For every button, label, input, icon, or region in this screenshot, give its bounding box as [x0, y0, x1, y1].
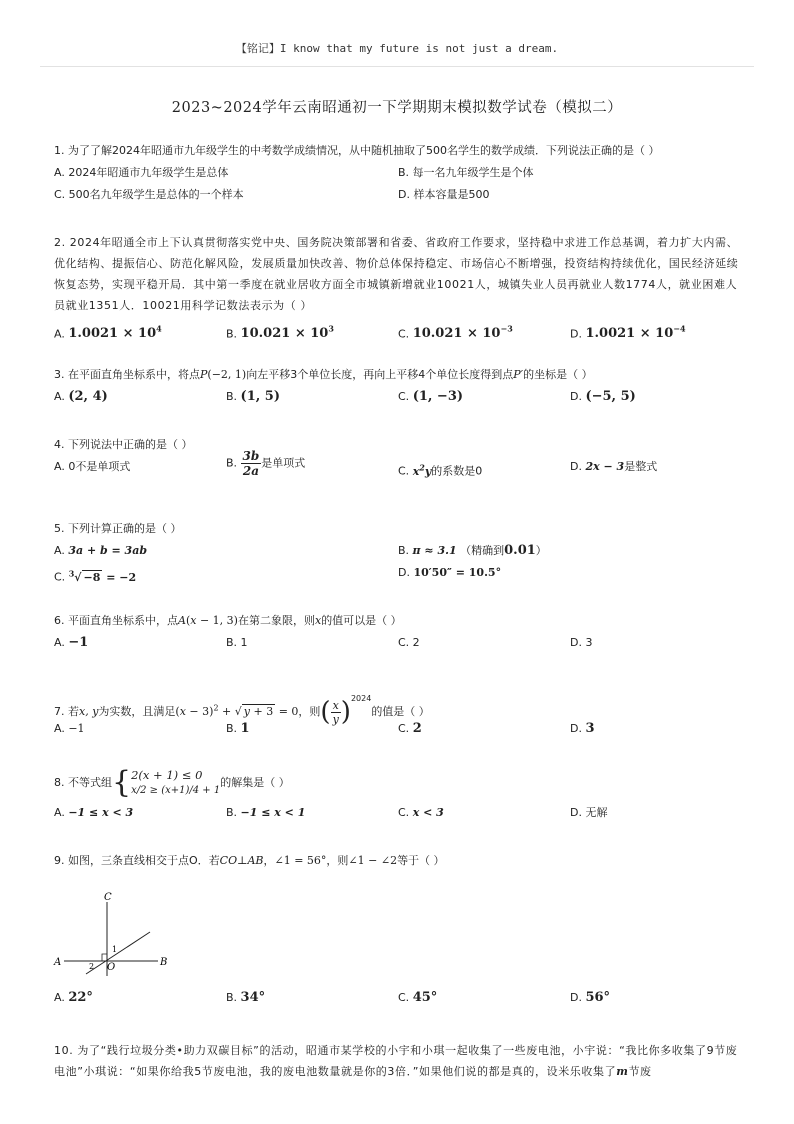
- page-title: 2023~2024学年云南昭通初一下学期期末模拟数学试卷（模拟二）: [171, 100, 623, 116]
- q4-option-a: A. 0不是单项式: [54, 460, 131, 473]
- question-3: [54, 364, 744, 408]
- q2-options: [54, 318, 744, 340]
- q6-option-a: A. −1: [54, 635, 89, 650]
- inequality-system: { 2(x + 1) ≤ 0 x/2 ≥ (x+1)/4 + 1: [112, 765, 221, 800]
- q3-option-b: B. (1, 5): [226, 389, 280, 404]
- q1-option-b: B. 每一名九年级学生是个体: [398, 166, 534, 179]
- q5-option-a: A. 3a + b = 3ab: [54, 544, 148, 557]
- q10-stem: 10. 为了“践行垃圾分类•助力双碳目标”的活动，昭通市某学校的小宇和小琪一起收集了一些废电池，小宇说：“我比你多收集了9节废电池”小琪说：“如果你给我5节废电池，我的废电池数量就是你的3倍．”如果他们说的都是真的，设米乐收集了m节废: [54, 1044, 738, 1078]
- question-6: [54, 610, 744, 654]
- q7-options: [54, 718, 744, 740]
- label-angle-1: 1: [112, 945, 118, 954]
- q2-stem: 2. 2024年昭通全市上下认真贯彻落实党中央、国务院决策部署和省委、省政府工作要求，坚持稳中求进工作总基调，着力扩大内需、优化结构、提振信心、防范化解风险，发展质量加快改善、物价总体保持稳定、市场信心不断增强，投资结构持续优化，国民经济延续恢复态势，实现平稳开局．其中第一季度在就业居收方面全市城镇新增就业10021人，城镇失业人员再就业人数1774人，就业困难人员就业1351人．10021用科学记数法表示为（ ）: [54, 236, 739, 312]
- q3-option-a: A. (2, 4): [54, 389, 108, 404]
- question-2: [54, 232, 744, 340]
- question-10: [54, 1040, 744, 1082]
- q7-option-a: A. −1: [54, 722, 85, 735]
- label-o: O: [107, 962, 116, 973]
- q2-option-a: A. $1.0021 \times 10^4$: [54, 324, 162, 342]
- q4-option-c: C. $x^2y$的系数是0: [398, 462, 483, 478]
- question-7: [54, 680, 744, 740]
- q5-option-b: B. π ≈ 3.1 （精确到0.01）: [398, 543, 547, 558]
- q6-option-d: D. 3: [570, 636, 593, 649]
- q9-figure: [50, 888, 180, 984]
- q7-option-d: D. 3: [570, 721, 595, 736]
- q9-option-a: A. 22°: [54, 990, 93, 1005]
- q6-options: [54, 632, 744, 654]
- q8-stem: 8. 不等式组{ 2(x + 1) ≤ 0 x/2 ≥ (x+1)/4 + 1 的解集是（ ）: [54, 765, 290, 800]
- q5-option-c: C. $^3$√ −8 = −2: [54, 568, 137, 584]
- q4-options: [54, 449, 744, 486]
- q5-option-d: D. 10′50″ = 10.5°: [398, 566, 502, 579]
- q6-option-c: C. 2: [398, 636, 420, 649]
- q9-stem: 9. 如图，三条直线相交于点O．若CO⊥AB，∠1 = 56°，则∠1 − ∠2等于（ ）: [54, 854, 445, 867]
- label-c: C: [104, 892, 112, 903]
- q8-option-a: A. −1 ≤ x < 3: [54, 806, 134, 819]
- label-b: B: [160, 957, 168, 968]
- q2-option-b: B. $10.021 \times 10^3$: [226, 324, 334, 342]
- q6-stem: 6. 平面直角坐标系中，点A(x − 1, 3)在第二象限，则x的值可以是（ ）: [54, 614, 402, 627]
- q5-stem: 5. 下列计算正确的是（ ）: [54, 522, 182, 535]
- q4-option-d: D. 2x − 3是整式: [570, 460, 658, 473]
- q9-option-d: D. 56°: [570, 990, 611, 1005]
- q1-option-c: C. 500名九年级学生是总体的一个样本: [54, 188, 244, 201]
- question-8: [54, 764, 744, 824]
- question-9-options: [54, 987, 744, 1009]
- page-header: 【铭记】I know that my future is not just a dream.: [235, 42, 559, 55]
- q3-options: [54, 386, 744, 408]
- q4-stem: 4. 下列说法中正确的是（ ）: [54, 438, 193, 451]
- q8-options: [54, 802, 744, 824]
- q2-option-c: C. $10.021 \times 10^{-3}$: [398, 324, 513, 342]
- q7-option-c: C. 2: [398, 721, 422, 736]
- q5-options-row1: [54, 540, 744, 562]
- q7-option-b: B. 1: [226, 721, 250, 736]
- question-4: [54, 434, 744, 486]
- q5-options-row2: [54, 562, 744, 584]
- header-rule: [40, 66, 754, 67]
- q9-option-c: C. 45°: [398, 990, 438, 1005]
- q1-option-a: A. 2024年昭通市九年级学生是总体: [54, 166, 229, 179]
- q1-options-row2: [54, 184, 744, 206]
- q3-stem: 3. 在平面直角坐标系中，将点P(−2, 1)向左平移3个单位长度，再向上平移4个单位长度得到点P′的坐标是（ ）: [54, 368, 593, 381]
- q4-option-b: B. $\frac{3b}{2a}$ 是单项式: [226, 449, 306, 478]
- q2-option-d: D. $1.0021 \times 10^{-4}$: [570, 324, 686, 342]
- q8-option-d: D. 无解: [570, 806, 608, 819]
- q1-option-d: D. 样本容量是500: [398, 188, 490, 201]
- question-5: [54, 518, 744, 584]
- question-9: [54, 850, 744, 872]
- question-1: [54, 140, 744, 206]
- q7-stem: 7. 若x, y为实数，且满足$(x - 3)^2$ + √ y + 3 = 0，则( $\frac{x}{y}$ )$^{2024}$的值是（ ）: [54, 694, 430, 727]
- q3-option-d: D. (−5, 5): [570, 389, 636, 404]
- right-angle-mark: [102, 954, 107, 961]
- q9-option-b: B. 34°: [226, 990, 266, 1005]
- q8-option-b: B. −1 ≤ x < 1: [226, 806, 306, 819]
- q8-option-c: C. x < 3: [398, 806, 444, 819]
- label-angle-2: 2: [89, 962, 95, 971]
- q1-options-row1: [54, 162, 744, 184]
- q1-stem: 1. 为了了解2024年昭通市九年级学生的中考数学成绩情况，从中随机抽取了500名学生的数学成绩．下列说法正确的是（ ）: [54, 144, 660, 157]
- line-oblique: [86, 932, 150, 974]
- label-a: A: [54, 957, 62, 968]
- q3-option-c: C. (1, −3): [398, 389, 464, 404]
- q6-option-b: B. 1: [226, 636, 248, 649]
- q9-options: [54, 987, 744, 1009]
